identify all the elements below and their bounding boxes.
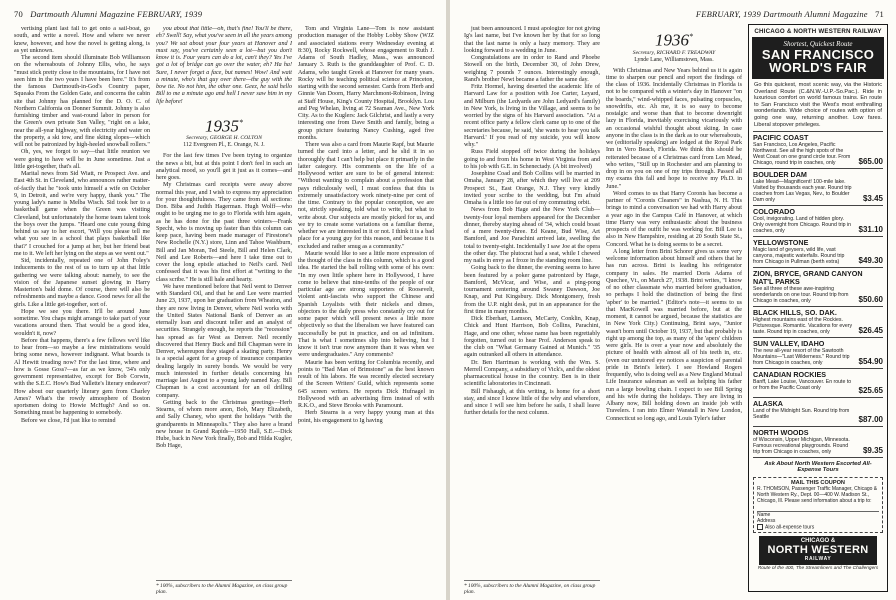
ad-destination bbox=[753, 368, 883, 397]
destination-price: $31.10 bbox=[858, 225, 883, 235]
paragraph: Before that happens, there's a few fellows we'd like to hear from—so maybe a few ministrations would bring some news, however indignant. What boards is Al Hewitt treading now? For the last time, where and how is Gosse Goss?—as far as we know, '34's only government representative, except for Bob Corwin, with the S.E.C. How's Bud Vallette's literary endeavor? How about our quarterly literary gem from Charley Ames? What's the rowdy atmosphere of Boston sportsmen doing to Howie McHugh? And so on. Something must be happening to somebody. bbox=[14, 337, 150, 417]
destination-price: $3.45 bbox=[862, 194, 883, 204]
coupon-name-field[interactable]: Name bbox=[757, 512, 771, 519]
destination-name: BLACK HILLS, SO. DAK. bbox=[753, 308, 837, 318]
class-year-1935: 1935* bbox=[205, 116, 243, 136]
destination-name: SUN VALLEY, IDAHO bbox=[753, 339, 825, 349]
class-year-1936: 1936* bbox=[655, 30, 693, 50]
destination-description: of Wisconsin, Upper Michigan, Minnesota. Famous recreational playgrounds. Round trip from Chicago in coaches, only bbox=[753, 437, 850, 456]
paragraph: For the last few times I've been trying to organize the news a bit, but at this point I don't feel in such an analytical mood, so you'll get it just as it comes—and here goes. bbox=[156, 153, 292, 182]
destination-description: Cool, invigorating. Land of hidden glory. Only overnight from Chicago. Round trip in coaches, only bbox=[753, 216, 852, 235]
destination-name: COLORADO bbox=[753, 207, 795, 217]
right-header-title: FEBRUARY, 1939 Dartmouth Alumni Magazine bbox=[695, 9, 868, 19]
coupon-blank-line[interactable] bbox=[757, 505, 879, 512]
paragraph: Word comes to us that Harry Coronis has become a partner of "Coronis Cleaners" in Nashua, N. H. This brings to mind a conversation we had with Harry about a year ago in the Campus Café in Hanover, at which time Harry was very enthusiastic about the business prospects of the outfit he was working for. Bill Lee is also in New Hampshire, residing at 20 South State St., Concord. What he is doing seems to be a secret. bbox=[606, 190, 742, 248]
destination-price: $9.35 bbox=[862, 446, 883, 456]
paragraph: Dr. Ben Harriman is working with the Wm. S. Merrell Company, a subsidiary of Vick's, and the oldest pharmaceutical house in the country. Ben is in their scientific laboratories in Cincinnati. bbox=[464, 359, 600, 388]
ad-destination bbox=[753, 426, 883, 457]
paragraph: Getting back to the Christmas greetings—Herb Stearns, of whom more anon, Bob, Mary Elizabeth, and Sally Chaney, who spent the holidays "with the grandparents in Minneapolis." They also have a brand new house in Grand Rapids—1950 Hall, S.E.—Dick Hube, back in New York finally, Bob and Hilda Kugler, Bob Hage, bbox=[156, 399, 292, 450]
paragraph: vertising plant last fall to get onto a sail-boat, go south, and write a novel. How and where we never knew, however, and how the novel is getting along, is as yet unknown. bbox=[14, 26, 150, 54]
ad-destination bbox=[753, 131, 883, 168]
paragraph: Josephine Coad and Bob Collins will be married in Omaha, January 28, after which they will live at 209 Prospect St., East Orange, N.J. They very kindly invited your scribe to the wedding, but I'm afraid Omaha is a little too far out of my commuting orbit. bbox=[464, 171, 600, 206]
ad-railway-name: CHICAGO & NORTH WESTERN RAILWAY bbox=[754, 28, 882, 35]
left-page-header bbox=[14, 9, 202, 19]
destination-name: PACIFIC COAST bbox=[753, 133, 809, 143]
destination-description: Magic land of geysers, wild life, vast canyons, majestic waterfalls. Round trip from Chicago in Pullman (berth extra) bbox=[753, 247, 845, 266]
class-1935-address: 112 Evergreen Pl., E. Orange, N. J. bbox=[183, 142, 265, 149]
destination-description: See all three of these awe-inspiring wonderlands on one tour. Round trip from Chicago in coaches, only bbox=[753, 286, 849, 305]
right-page-number: 71 bbox=[875, 9, 884, 19]
paragraph: Marital news from Sid Wiatt, re Prospect Ave. and East 4th St. in Cleveland, who announces rather matter-of-factly that he "took unto himself a wife on October 9, in Detroit, and we're very happy, thank you." The young lady's name is Melba Wisch. Sid took her to a basketball game when the Green was visiting Cleveland, but unfortunately the home team talent took the boys over the jumps. "Heard one cute young thing behind us say to her escort, 'Will you please tell me what you see in a school that plays basketball like that?' I crouched for a jump at her, but her friend beat me to it. We left her lying on the steps as we went out." bbox=[14, 171, 150, 257]
right-footnote: * 100%, subscribers to the Alumni Magazine, on class group plan. bbox=[464, 580, 600, 596]
destination-name: NORTH WOODS bbox=[753, 428, 809, 438]
destination-description: Lake Mead—Magnificent! 100-mile lake. Visited by thousands each year. Round trip coaches from Las Vegas, Nev., to Boulder Dam only bbox=[753, 179, 852, 204]
destination-name: ZION, BRYCE, GRAND CANYON NAT'L PARKS bbox=[753, 269, 863, 287]
paragraph: Sid, incidentally, repeated one of John Foley's inducements to the rest of us to turn up at that little gathering we were talking about: namely, to see the vision of the Japanese sunset glowing in Harry Masterton's bald dome. Of course, there will also be refreshments and maybe a dance. Good news for all the girls. Like a little get-together, sort of. bbox=[14, 258, 150, 308]
destination-description: The new all-year resort of the Sawtooth Mountains—"Last Wilderness." Round trip from Chicago in coaches, only bbox=[753, 348, 850, 367]
ad-destination bbox=[753, 236, 883, 267]
destination-price: $87.00 bbox=[858, 415, 883, 425]
paragraph: Oh, yes, we forgot to say—that little reunion we were going to have will be in June sometime. Just a little get-together, that's all. bbox=[14, 149, 150, 170]
railway-advertisement bbox=[748, 24, 888, 592]
paragraph: just been announced. I must apologize for not giving Ig's last name, but I've known her by that for so long that the last name is only a hazy memory. They are looking forward to a wedding in June. bbox=[464, 26, 600, 54]
paragraph: My Christmas card receipts were away above normal this year, and I wish to express my appreciation for your thoughtfulness. They came from all sections: Don. Biba and Judith Hagerman. Hugh Wolff—who ought to be urging me to go to Florida with him again, as he has done for the past three winters—Frank Specht, who is moving up faster than this column can keep pace, having been made manager of Firestone's New Rochelle (N.Y.) store, Linn and Tahoe Washburn, Bill and Jan Moran, Ted Steele, Bill and Helen Clark, Neil and Lee Roberts—and here I take time out to cover the long epistle attached to Neil's card. Neil confessed that it was his first effort at "writing to the class scribe." He is still hale and hearty. bbox=[156, 182, 292, 283]
paragraph: Going back to the dinner, the evening seems to have been featured by a poker game patronized by Hage, Bamford, McVicar, and Wise, and a ping-pong tournament centering around Swaney Dawson, Joe Knap, and Put Kingsbury. Dick Montgomery, fresh from the U.P. night desk, put in an appearance for the first time in many months. bbox=[464, 265, 600, 315]
destination-name: CANADIAN ROCKIES bbox=[753, 370, 827, 380]
left-column-1 bbox=[14, 26, 150, 594]
checkbox-icon[interactable] bbox=[757, 524, 763, 530]
coupon-label: MAIL THIS COUPON bbox=[791, 480, 845, 487]
destination-price: $25.65 bbox=[858, 386, 883, 396]
class-1935-secretary: Secretary, GEORGE H. COLTON bbox=[186, 135, 262, 142]
coupon-text: R. THOMSON, Passenger Traffic Manager, Chicago & North Western Ry., Dept. 00—400 W. Madison St., Chicago, Ill. Please send information about a trip to: bbox=[757, 486, 878, 505]
paragraph: Dick Eberhart, Lamson, McCarty, Conklin, Knap, Chick and Hunt Harrison, Bob Collins, Parachini, Hage, and one other, whose name has been regrettably forgotten, turned out to hear Prof. Anderson speak to the club on "What Germany Gained at Munich." '35 again outranked all others in attendance. bbox=[464, 316, 600, 359]
class-1936-secretary: Secretary, RICHARD F. TREADWAY bbox=[632, 49, 716, 56]
logo-main-text: NORTH WESTERN bbox=[767, 544, 869, 557]
destination-description: Land of the Midnight Sun. Round trip from Seattle bbox=[753, 408, 850, 421]
ad-headline-2: WORLD'S FAIR bbox=[769, 60, 867, 75]
ad-destination bbox=[753, 267, 883, 306]
left-column-3 bbox=[298, 26, 434, 594]
ad-destination bbox=[753, 168, 883, 205]
destination-price: $54.90 bbox=[858, 357, 883, 367]
logo-top-text: CHICAGO & bbox=[800, 538, 836, 545]
paragraph: Maurie has been writing for Columbia recently, and points to "Bad Man of Brimstone" as the best known result of his labors. He was recently elected secretary of the Screen Writers' Guild, which represents some 645 screen writers. He reports Dick Hufnagel in Hollywood with an advertising firm instead of with R.K.O., and Steve Brooks with Paramount. bbox=[298, 359, 434, 409]
paragraph: Hope we see you there. It'll be around June sometime. You chaps might arrange to take part of your vacations around then. That would be a good idea, wouldn't it, now? bbox=[14, 308, 150, 337]
ad-destination bbox=[753, 306, 883, 337]
destination-price: $49.30 bbox=[858, 256, 883, 266]
paragraph: The second item should illuminate Bob Williamson on the whereabouts of Johnny Ellis, who, he says "must stick pretty close to the mountains, for I have not seen him in the two years I have been here." It's from the famous Dartmouth-in-God's Country paper, Squeaks From the Golden Gate, and concerns the cabin site that Johnny has planned for the D. O. C. of Northern California on Donner Summit. Johnny is also furnishing timber and vast-round labor in person for the Green's own private Sun Valley, "right on a lake, near the all-year highway, with electricity and water on the property, a ski tow, and fine skiing slopes—which will not be patronized by high-heeled snowball rollers." bbox=[14, 55, 150, 148]
destination-name: ALASKA bbox=[753, 399, 783, 409]
paragraph: A long letter from Brini Schorer gives us some very welcome information about himself and others that he has run across. Brini is leading his refrigerator company in sales. He married Doris Adams of Quechee, Vt., on March 27, 1938. Brini writes, "I know of no other classmate who married before graduation, so perhaps I hold the distinction of being the first 'apber' to be married." (Editor's note—it seems to us that MacKowell was married before, but at the moment, it cannot be argued, because the statistics are in New York City.) Continuing, Brini says, "Junior wasn't born until October 19, 1937, but that probably is right up among the top, as many of the 'apers' children were girls. He is over a year now and absolutely the picture of health with almost all of his teeth in, etc. (even our untutored eye notices a suspicion of parental pride in Brini's letter). I see Howland Rogers frequently, who is doing well as a New England Mutual Life Insurance salesman as well as helping his father run a large bowling chain. I expect to see Bill Spring and his wife during the holidays. They are living in Albany now, Bill holding down an inside job with Travelers. I ran into Elmer Wanstall in New London, Connecticut so long ago, and Louis Tyler's father bbox=[606, 248, 742, 422]
class-1936-heading bbox=[606, 28, 742, 64]
ad-intro: Go this quickest, most scenic way, via the Historic Overland Route (C.&N.W.-U.P.-So.Pac.). Ride in luxurious comfort on world famous trains. En route to San Francisco visit the West's most enthralling wonderlands. Wide choice of routes with option of going one way, returning another. Low fares. Liberal stopover privileges. bbox=[754, 82, 882, 128]
right-column-1 bbox=[464, 26, 600, 574]
destination-name: BOULDER DAM bbox=[753, 170, 807, 180]
paragraph: you about that little—oh, that's fine! You'll be there, eh? Swell! Say, what you've seen in all the years among you? We sat about your four years at Hanover and I must say, you've certainly seen a lot—but you don't know it is. Four years can do a lot, can't they? Yes I've got a lot of bridge can go over the water, eh? Ha ha! Sure, I never forget a face, but names! Wow! And wait a minute, who's that guy over there—the guy with the bow tie. No not him, the other one. Geez, he said hello Bill to me a minute ago and hell I never saw him in my life before! bbox=[156, 26, 292, 105]
logo-bottom-text: RAILWAY bbox=[804, 556, 832, 563]
class-1935-heading bbox=[156, 114, 292, 150]
paragraph: Russ Field stopped off twice during the holidays going to and from his home in West Virginia from and to his job with G.E. in Schenectady. (A bit involved) bbox=[464, 149, 600, 170]
paragraph: Fritz Hormel, having deserted the academic life of Harvard Law for a position with Joe Carter, Leyard, and Milburn (the Ledyards are John Ledyard's family) in New York, is living in the Village, and seems to be worried by the signs of his Harvard association. "At a recent office party a fellow clerk came up to one of the secretaries because, he said, 'she wants to hear you talk Harvard.' If you read of my suicide, you will know why." bbox=[464, 84, 600, 148]
left-column-2 bbox=[156, 26, 292, 574]
paragraph: We have mentioned before that Neil went to Denver with Standard Oil, and that he and Lee were married June 23, 1937, upon her graduation from Wheaton, and they are now living in Denver, where Neil works with the United States National Bank of Denver as an eternally loan and discount teller and an analyst of securities. Strangely enough, he reports the "recession" has spread as far West as Denver. Neil recently discovered that Henry Buck and Bill Chapman were in Denver, whereupon they staged a skating party. Henry is a special agent for a group of insurance companies dealing largely in surety bonds. We would be very much interested in further details concerning his marriage last August to a young lady named Kay. Bill Chapman is a cost accountant for an oil drilling company. bbox=[156, 283, 292, 399]
destination-description: Highest mountains east of the Rockies. Picturesque. Romantic. Vacations for every taste. Round trip in coaches, only bbox=[753, 317, 853, 336]
destination-name: YELLOWSTONE bbox=[753, 238, 809, 248]
left-header-title: Dartmouth Alumni Magazine FEBRUARY, 1939 bbox=[30, 9, 203, 19]
destination-price: $50.60 bbox=[858, 295, 883, 305]
ad-footer: Route of the 400, The Streamliners and The Challengers bbox=[757, 566, 879, 572]
paragraph: Bill Fishaugh, at this writing, is home for a short stay, and since I know little of the why and wherefore, and since I will see him before he sails, I shall leave further details for the next column. bbox=[464, 388, 600, 417]
ad-escorted-tours: Ask About North Western Escorted All-Expense Tours bbox=[753, 457, 883, 474]
paragraph: Congratulations are in order to Rand and Phoebe Stowell on the birth, December 30, of John Drew, weighing 7 pounds 7 ounces. Interestingly enough, Rand's brother Newt became a father the same day. bbox=[464, 55, 600, 83]
right-page-header bbox=[696, 9, 884, 19]
destination-description: San Francisco, Los Angeles, Pacific Northwest. See all the high spots of the West Coast on one grand circle tour. From Chicago, round trip in coaches, only bbox=[753, 142, 851, 167]
paragraph: Tom and Virginia Lane—Tom is now assistant production manager of the Hobby Lobby Show (WJZ and associated stations every Wednesday evening at 8:30), Rocky Rockwell, whose engagement to Ruth J. Adams of South Hadley, Mass., was announced January 3. Ruth is the granddaughter of Prof. C. D. Adams, who taught Greek at Hanover for many years. Rocky will be teaching political science at Princeton, starting with the second semester. Cards from Herb and Ginnie Van Doorn, Harry Marchmont-Robinson, living at Staff House, King's County Hospital, Brooklyn. Lou and Peg Whelan, living at 72 Seaman Ave., New York City. As to the Kuglers: Jack Gilchrist, and lastly a very interesting one from Dave Smith and family, being a group picture featuring Nancy Cushing, aged five months. bbox=[298, 26, 434, 141]
class-1936-address: Lynde Lane, Williamstown, Mass. bbox=[634, 56, 714, 63]
paragraph: With Christmas and New Years behind us it is again time to sharpen our pencil and report the findings of the class of 1936. Incidentally Christmas in Florida is not to be compared with a winter's day in Hanover "on the boards," wind-whipped faces, pulsating corpuscles, snowdrifts, etc. Ah me, it is so easy to become nostalgic and worse than that to become downright lazy in Florida, inevitably exercising vicariously with an occasional wishful thought about skiing. In case anyone in the class is in the dark as to our whereabouts, we (editorially speaking) are lodged at the Royal Park Inn in Vero Beach, Florida. We think this should be reiterated because of a Christmas card from Len Mead, who writes, "Still up in Rochester and am planning to drop in on you on one of my trips through. Passed all my exams this fall and hope to receive my Ph.D. in June." bbox=[606, 67, 742, 190]
left-footnote: * 100%, subscribers to the Alumni Magazine, on class group plan. bbox=[156, 580, 292, 596]
ad-tagline: Shortest, Quickest Route bbox=[783, 40, 853, 48]
ad-destination bbox=[753, 205, 883, 236]
mail-coupon bbox=[753, 477, 883, 533]
north-western-logo bbox=[759, 536, 877, 565]
paragraph: Maurie would like to see a little more expression of the thought of the class in this column, which is a good idea. He started the ball rolling with some of his own: "In my own little sphere here in Hollywood, I have come to believe that nine-tenths of the people of our particular age are strong supporters of Roosevelt, violent anti-fascists who support the Chinese and Spanish Loyalists with their nickels and dimes, objectors to the daily press who constantly cry out for some paper which will present news a little more objectively so that the liberalism we have featured can successfully be put in practice, and on ad infinitum. That is what I sometimes slip into believing, but I know it isn't true now anymore than it was when we were undergraduates." Any comments? bbox=[298, 250, 434, 359]
destination-price: $65.00 bbox=[858, 157, 883, 167]
coupon-address-field[interactable]: Address bbox=[757, 518, 776, 525]
paragraph: There was also a card from Maurie Rapf, but Maurie turned the card into a letter, and he slid it in so thoroughly that I can't help but place it primarily in the latter category. His comments on the life of a Hollywood writer are sure to be of general interest: "Without wanting to complain about a profession that pays ridiculously well, I must confess that this is extremely unsatisfactory work ninety-nine per cent of the time. Contrary to the popular conception, we are not, strictly speaking, told what to write, but what to write about. Our subjects are mostly picked for us, and we try to create some variations on a familiar theme, whether we are interested in it or not. I think it is a bad place for a young guy for this reason, and because it is excluded and rather smug as a community." bbox=[298, 142, 434, 250]
destination-price: $26.45 bbox=[858, 326, 883, 336]
ad-destination bbox=[753, 337, 883, 368]
coupon-tours-checkbox[interactable]: Also all-expense tours bbox=[757, 524, 879, 530]
left-page-number: 70 bbox=[14, 9, 23, 19]
ad-banner bbox=[752, 37, 884, 79]
paragraph: Before we close, I'd just like to remind bbox=[21, 417, 116, 424]
paragraph: Herb Stearns is a very happy young man at this point, his engagement to Ig having bbox=[298, 410, 434, 424]
destination-description: Banff, Lake Louise, Vancouver. En route to or from the Pacific Coast only bbox=[753, 379, 852, 392]
right-column-2 bbox=[606, 26, 742, 594]
ad-headline-1: SAN FRANCISCO bbox=[761, 47, 875, 62]
paragraph: News from Bob Hage and the New York Club—twenty-four loyal members appeared for the December dinner, thereby staying ahead of '34, which could boast of a mere twenty-three. Ed Keane, Bud Wise, Art Bamford, and Joe Parachini arrived late, swelling the total to twenty-eight. Incidentally I saw Joe at the opera the other day. The plutocrat had a seat, while I chewed my nails in envy as I froze in the standing room line. bbox=[464, 207, 600, 264]
ad-destination bbox=[753, 397, 883, 426]
